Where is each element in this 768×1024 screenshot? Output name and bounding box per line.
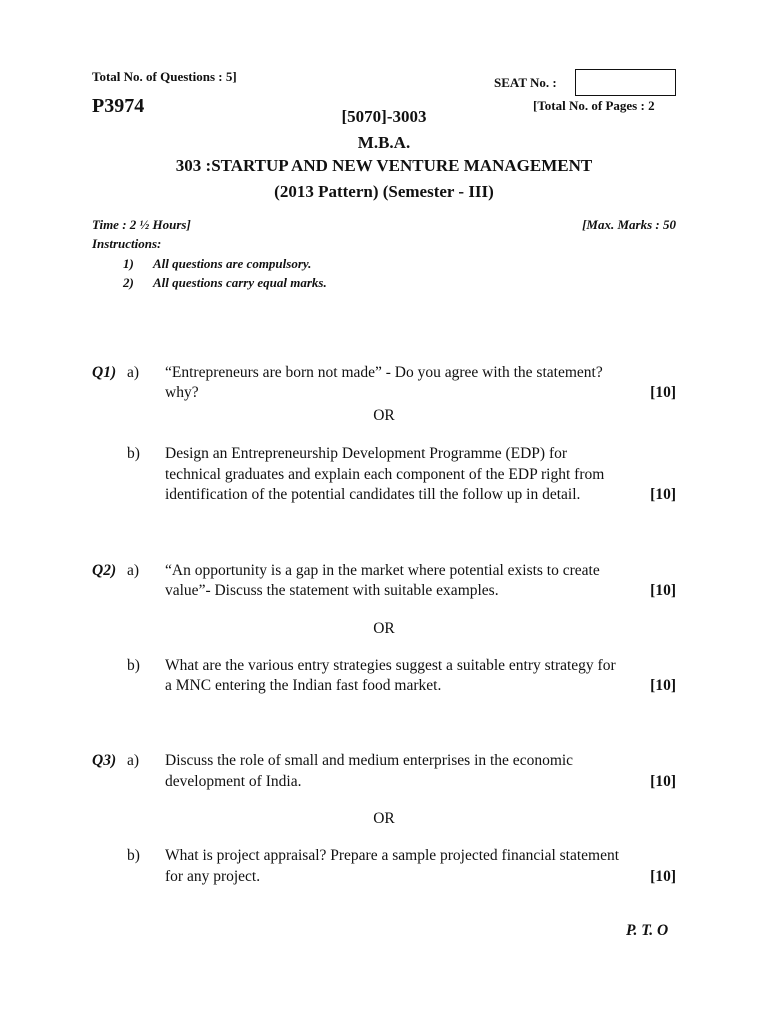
question-text: “An opportunity is a gap in the market where potential exists to create (165, 562, 600, 579)
question-text: “Entrepreneurs are born not made” - Do you agree with the statement? (165, 364, 603, 381)
subject-title: 303 :STARTUP AND NEW VENTURE MANAGEMENT (175, 156, 593, 175)
pattern: (2013 Pattern) (Semester - III) (274, 182, 494, 201)
part-label: b) (127, 445, 140, 462)
part-label: a) (127, 364, 140, 381)
seat-label: SEAT No. : (494, 75, 557, 90)
question-text: technical graduates and explain each component of the EDP right from (165, 466, 605, 483)
part-label: a) (127, 562, 140, 579)
marks: [10] (650, 582, 676, 599)
question-text: value”- Discuss the statement with suitable examples. (165, 582, 499, 599)
question-text: for any project. (165, 868, 261, 885)
paper-code: P3974 (92, 95, 145, 117)
marks: [10] (650, 773, 676, 790)
marks: [10] (650, 384, 676, 401)
question-text: Design an Entrepreneurship Development Programme (EDP) for (165, 445, 568, 462)
instruction-num: 1) (123, 256, 134, 271)
total-questions: Total No. of Questions : 5] (92, 69, 237, 84)
instruction-text: All questions are compulsory. (153, 256, 312, 271)
total-pages: [Total No. of Pages : 2 (533, 98, 655, 113)
question-text: why? (165, 384, 199, 401)
max-marks: [Max. Marks : 50 (582, 217, 676, 232)
question-text: What are the various entry strategies suggest a suitable entry strategy for (165, 657, 616, 674)
instruction-num: 2) (123, 275, 134, 290)
or-separator: OR (373, 407, 395, 424)
question-text: Discuss the role of small and medium enterprises in the economic (165, 752, 574, 769)
question-number: Q1) (92, 364, 117, 381)
marks: [10] (650, 677, 676, 694)
time-allowed: Time : 2 ½ Hours] (92, 217, 191, 232)
question-number: Q3) (92, 752, 117, 769)
or-separator: OR (373, 810, 395, 827)
or-separator: OR (373, 620, 395, 637)
part-label: b) (127, 847, 140, 864)
marks: [10] (650, 486, 676, 503)
marks: [10] (650, 868, 676, 885)
question-text: a MNC entering the Indian fast food market. (165, 677, 442, 694)
pto-marker: P. T. O (626, 922, 669, 939)
instructions-label: Instructions: (92, 236, 162, 251)
part-label: b) (127, 657, 140, 674)
degree: M.B.A. (357, 133, 411, 152)
instruction-text: All questions carry equal marks. (153, 275, 327, 290)
question-text: development of India. (165, 773, 302, 790)
part-label: a) (127, 752, 140, 769)
exam-code: [5070]-3003 (341, 107, 427, 126)
question-text: identification of the potential candidates till the follow up in detail. (165, 486, 581, 503)
question-number: Q2) (92, 562, 117, 579)
seat-number-box (575, 69, 676, 96)
question-text: What is project appraisal? Prepare a sample projected financial statement (165, 847, 620, 864)
